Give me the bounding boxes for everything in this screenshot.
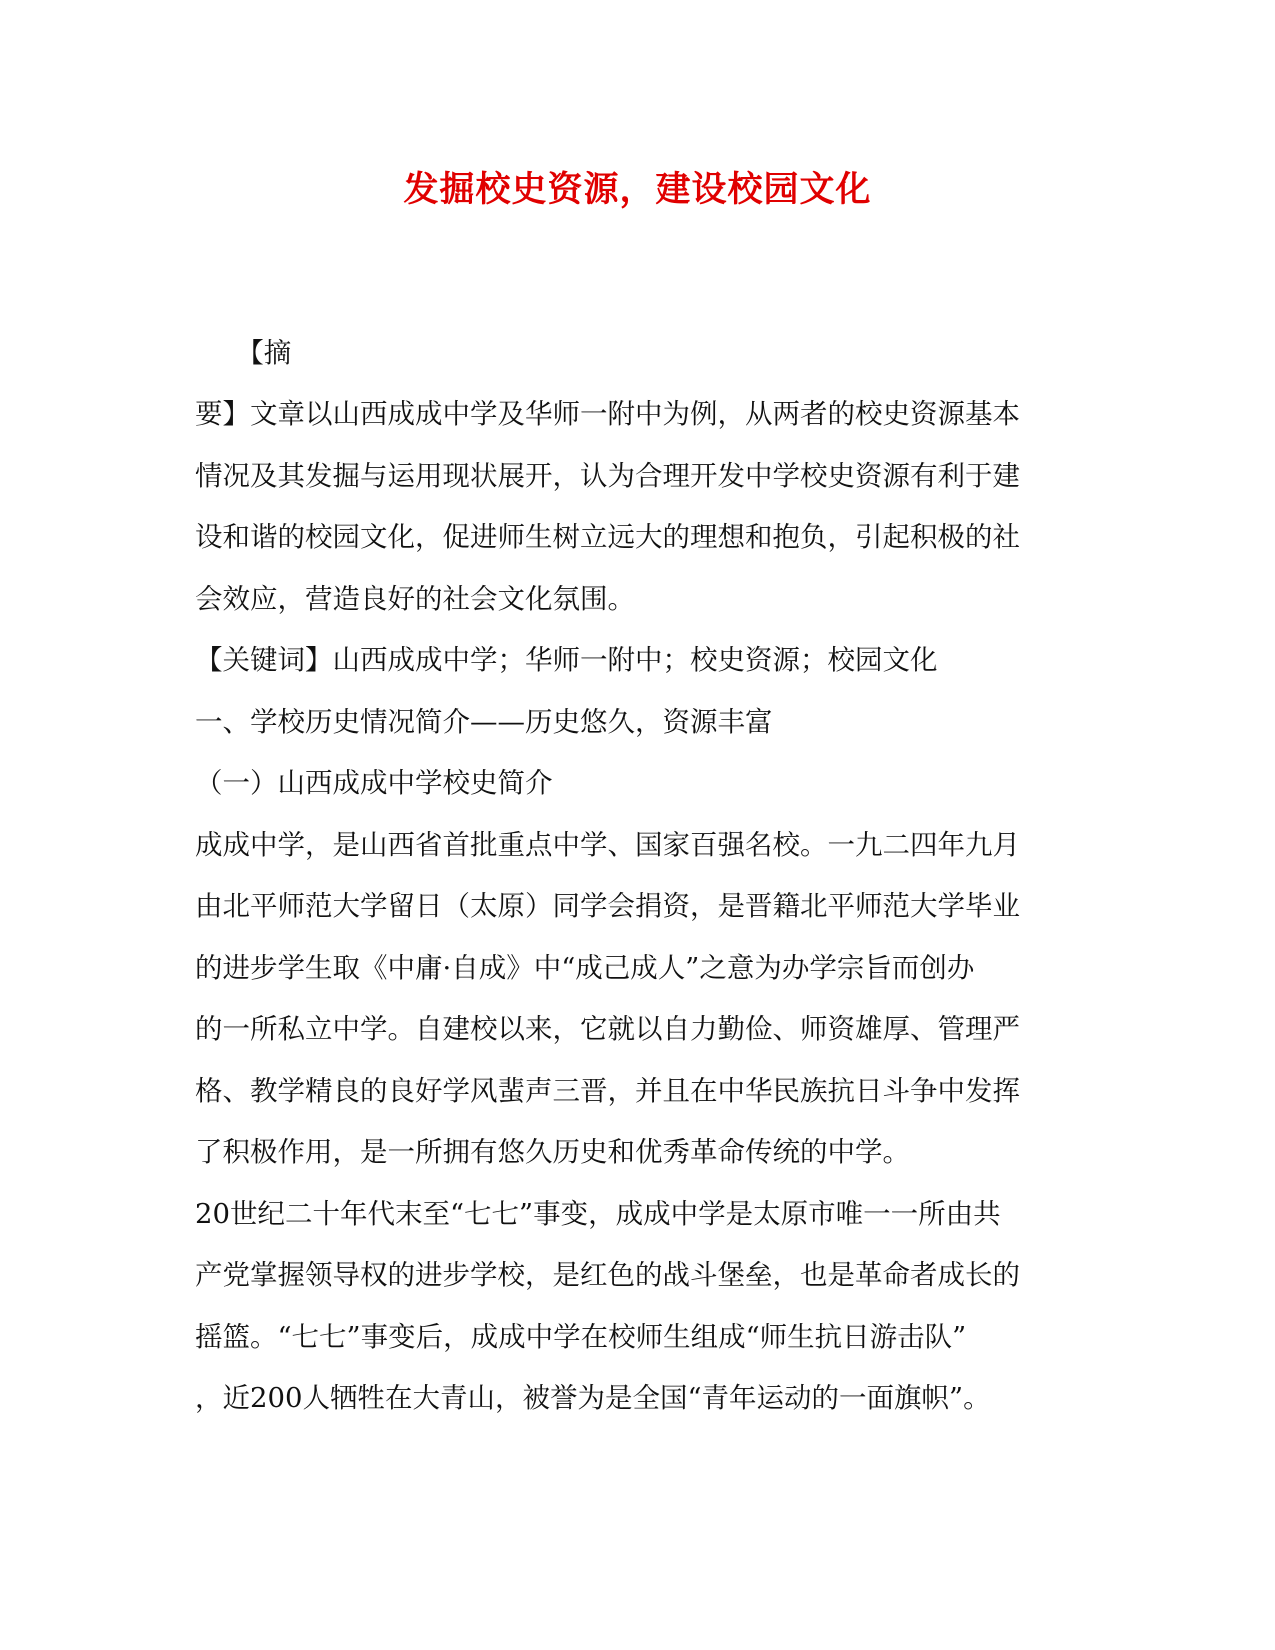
section-heading-1: 一、学校历史情况简介——历史悠久，资源丰富 [195, 706, 773, 738]
body-line-1: 成成中学，是山西省首批重点中学、国家百强名校。一九二四年九月 [195, 829, 1020, 861]
body-line-4: 的一所私立中学。自建校以来，它就以自力勤俭、师资雄厚、管理严 [195, 1013, 1020, 1045]
body-line-5: 格、教学精良的良好学风蜚声三晋，并且在中华民族抗日斗争中发挥 [195, 1075, 1020, 1107]
keywords-line: 【关键词】山西成成中学；华师一附中；校史资源；校园文化 [195, 644, 938, 676]
abstract-line-1: 要】文章以山西成成中学及华师一附中为例，从两者的校史资源基本 [195, 398, 1020, 430]
document-title: 发掘校史资源，建设校园文化 [403, 169, 872, 210]
abstract-line-2: 情况及其发掘与运用现状展开，认为合理开发中学校史资源有利于建 [195, 460, 1020, 492]
abstract-label-line: 【摘 [195, 337, 292, 369]
abstract-line-4: 会效应，营造良好的社会文化氛围。 [195, 583, 635, 615]
body-line-7: 20世纪二十年代末至“七七”事变，成成中学是太原市唯一一所由共 [195, 1198, 1001, 1230]
body-line-8: 产党掌握领导权的进步学校，是红色的战斗堡垒，也是革命者成长的 [195, 1259, 1020, 1291]
body-line-3: 的进步学生取《中庸·自成》中“成己成人”之意为办学宗旨而创办 [195, 952, 975, 984]
body-line-6: 了积极作用，是一所拥有悠久历史和优秀革命传统的中学。 [195, 1136, 910, 1168]
body-line-10: ，近200人牺牲在大青山，被誉为是全国“青年运动的一面旗帜”。 [195, 1382, 991, 1414]
subsection-heading-1: （一）山西成成中学校史简介 [195, 767, 553, 799]
body-line-2: 由北平师范大学留日（太原）同学会捐资，是晋籍北平师范大学毕业 [195, 890, 1020, 922]
abstract-line-3: 设和谐的校园文化，促进师生树立远大的理想和抱负，引起积极的社 [195, 521, 1020, 553]
body-line-9: 摇篮。“七七”事变后，成成中学在校师生组成“师生抗日游击队” [195, 1321, 967, 1353]
